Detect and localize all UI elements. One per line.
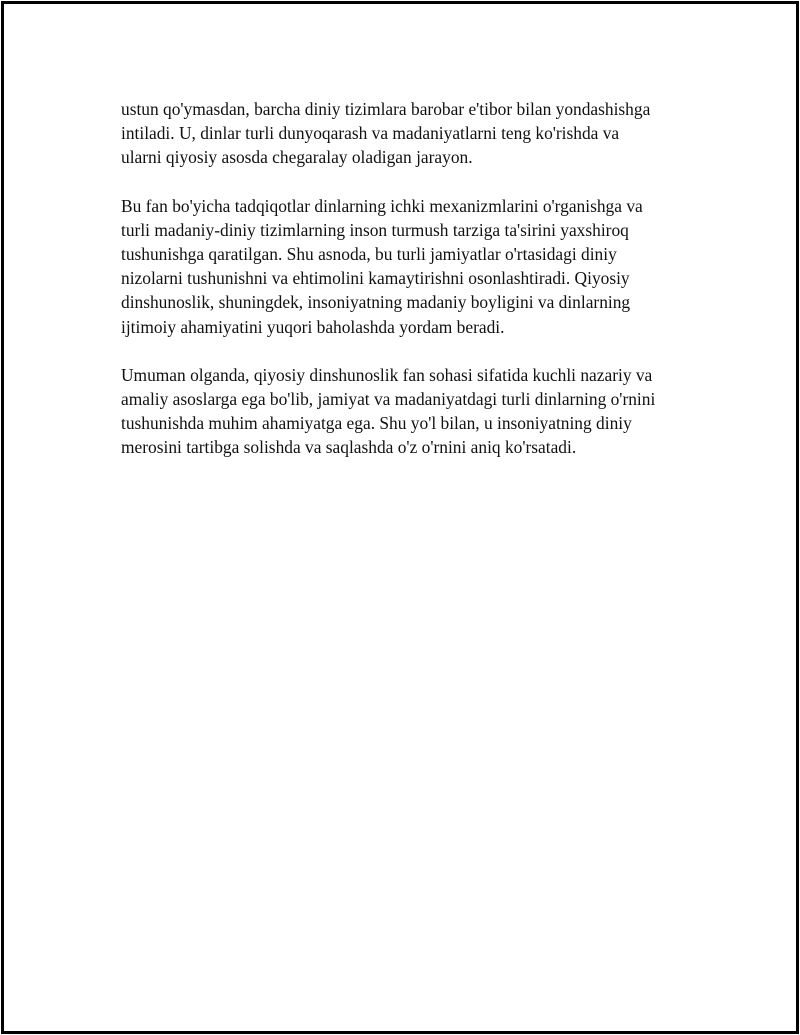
text-line: amaliy asoslarga ega bo'lib, jamiyat va madaniyatdagi turli dinlarning o'rnini	[121, 389, 656, 410]
text-line: tushunishda muhim ahamiyatga ega. Shu yo'l bilan, u insoniyatning diniy	[121, 413, 632, 434]
text-line: nizolarni tushunishni va ehtimolini kamaytirishni osonlashtiradi. Qiyosiy	[121, 268, 630, 289]
text-line: tushunishga qaratilgan. Shu asnoda, bu turli jamiyatlar o'rtasidagi diniy	[121, 244, 617, 265]
text-line: Umuman olganda, qiyosiy dinshunoslik fan sohasi sifatida kuchli nazariy va	[121, 364, 653, 385]
text-line: ijtimoiy ahamiyatini yuqori baholashda yordam beradi.	[121, 316, 505, 337]
text-line: Bu fan bo'yicha tadqiqotlar dinlarning ichki mexanizmlarini o'rganishga va	[121, 195, 643, 216]
text-line: intiladi. U, dinlar turli dunyoqarash va madaniyatlarni teng ko'rishda va	[121, 123, 620, 144]
text-line: ularni qiyosiy asosda chegaralay oladigan jarayon.	[121, 147, 473, 168]
text-line: merosini tartibga solishda va saqlashda o'z o'rnini aniq ko'rsatadi.	[121, 437, 577, 458]
text-line: ustun qo'ymasdan, barcha diniy tizimlara barobar e'tibor bilan yondashishga	[121, 99, 651, 119]
paragraph-3	[121, 363, 711, 460]
page-content	[121, 97, 711, 484]
paragraph-2	[121, 194, 711, 339]
paragraph-1	[121, 97, 711, 170]
page-frame	[1, 1, 799, 1034]
text-line: turli madaniy-diniy tizimlarning inson turmush tarziga ta'sirini yaxshiroq	[121, 219, 629, 240]
text-line: dinshunoslik, shuningdek, insoniyatning madaniy boyligini va dinlarning	[121, 292, 631, 313]
